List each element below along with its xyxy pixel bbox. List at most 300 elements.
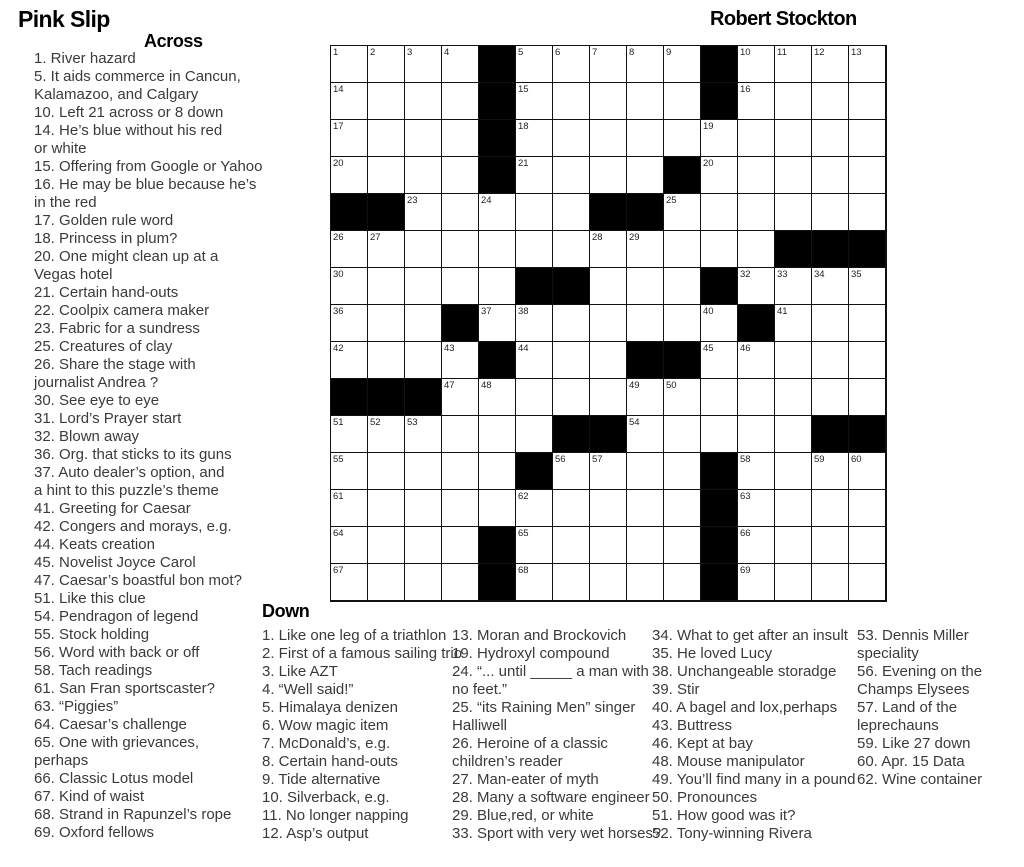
down-clue-line: 24. “... until _____ a man with xyxy=(452,663,649,680)
grid-cell[interactable] xyxy=(738,120,775,157)
down-clue-line: 10. Silverback, e.g. xyxy=(262,789,390,806)
grid-cell-black xyxy=(812,416,849,453)
grid-cell[interactable] xyxy=(405,231,442,268)
grid-cell[interactable] xyxy=(812,453,849,490)
grid-cell[interactable] xyxy=(812,157,849,194)
grid-cell[interactable] xyxy=(479,490,516,527)
cell-number: 64 xyxy=(333,528,344,539)
cell-number: 66 xyxy=(740,528,751,539)
grid-cell[interactable] xyxy=(590,527,627,564)
grid-cell-black xyxy=(479,157,516,194)
across-clue-line: 32. Blown away xyxy=(34,428,140,445)
across-clue-line: 30. See eye to eye xyxy=(34,392,160,409)
grid-cell[interactable] xyxy=(664,490,701,527)
grid-cell[interactable] xyxy=(516,120,553,157)
down-clue-line: 40. A bagel and lox,perhaps xyxy=(652,699,838,716)
grid-cell[interactable] xyxy=(590,268,627,305)
puzzle-title: Pink Slip xyxy=(18,6,110,32)
grid-cell-black xyxy=(442,305,479,342)
grid-cell[interactable] xyxy=(331,268,368,305)
grid-cell[interactable] xyxy=(590,46,627,83)
cell-number: 50 xyxy=(666,380,677,391)
across-clue-line: 25. Creatures of clay xyxy=(34,338,173,355)
grid-cell[interactable] xyxy=(479,416,516,453)
grid-cell[interactable] xyxy=(812,379,849,416)
grid-cell[interactable] xyxy=(516,342,553,379)
grid-cell[interactable] xyxy=(849,83,886,120)
cell-number: 18 xyxy=(518,121,529,132)
grid-cell[interactable] xyxy=(590,305,627,342)
grid-cell[interactable] xyxy=(516,83,553,120)
grid-cell[interactable] xyxy=(664,305,701,342)
grid-cell-black xyxy=(331,379,368,416)
grid-cell[interactable] xyxy=(849,268,886,305)
grid-cell[interactable] xyxy=(516,157,553,194)
across-header: Across xyxy=(144,31,203,51)
grid-cell[interactable] xyxy=(627,527,664,564)
grid-cell-black xyxy=(849,231,886,268)
down-clue-line: 26. Heroine of a classic xyxy=(452,735,608,752)
grid-cell[interactable] xyxy=(553,379,590,416)
grid-cell[interactable] xyxy=(442,120,479,157)
grid-cell[interactable] xyxy=(738,268,775,305)
grid-cell[interactable] xyxy=(627,416,664,453)
grid-cell[interactable] xyxy=(553,305,590,342)
grid-cell[interactable] xyxy=(738,416,775,453)
grid-cell-black xyxy=(738,305,775,342)
cell-number: 69 xyxy=(740,565,751,576)
grid-cell[interactable] xyxy=(405,527,442,564)
grid-cell[interactable] xyxy=(738,157,775,194)
grid-cell[interactable] xyxy=(812,46,849,83)
grid-cell[interactable] xyxy=(442,83,479,120)
grid-cell[interactable] xyxy=(701,194,738,231)
down-clue-line: 7. McDonald’s, e.g. xyxy=(262,735,391,752)
grid-cell[interactable] xyxy=(405,83,442,120)
across-clue-line: 15. Offering from Google or Yahoo xyxy=(34,158,263,175)
grid-cell[interactable] xyxy=(516,527,553,564)
grid-cell-black xyxy=(812,231,849,268)
cell-number: 42 xyxy=(333,343,344,354)
grid-cell[interactable] xyxy=(553,120,590,157)
grid-cell-black xyxy=(368,194,405,231)
grid-cell[interactable] xyxy=(627,453,664,490)
grid-cell[interactable] xyxy=(664,268,701,305)
grid-cell[interactable] xyxy=(664,379,701,416)
grid-cell[interactable] xyxy=(775,527,812,564)
grid-cell[interactable] xyxy=(405,268,442,305)
grid-cell[interactable] xyxy=(479,268,516,305)
grid-cell[interactable] xyxy=(775,268,812,305)
grid-cell[interactable] xyxy=(553,527,590,564)
grid-cell[interactable] xyxy=(775,46,812,83)
cell-number: 5 xyxy=(518,47,524,58)
cell-number: 2 xyxy=(370,47,376,58)
grid-cell[interactable] xyxy=(553,342,590,379)
grid-cell[interactable] xyxy=(405,490,442,527)
cell-number: 44 xyxy=(518,343,529,354)
cell-number: 49 xyxy=(629,380,640,391)
across-clue-line: 41. Greeting for Caesar xyxy=(34,500,191,517)
grid-cell[interactable] xyxy=(738,46,775,83)
across-clue-line: 21. Certain hand-outs xyxy=(34,284,179,301)
across-clue-line: 51. Like this clue xyxy=(34,590,146,607)
grid-cell[interactable] xyxy=(516,46,553,83)
down-clue-line: 51. How good was it? xyxy=(652,807,796,824)
grid-cell[interactable] xyxy=(553,194,590,231)
puzzle-author: Robert Stockton xyxy=(710,8,857,30)
grid-cell-black xyxy=(479,46,516,83)
grid-cell[interactable] xyxy=(368,83,405,120)
grid-cell-black xyxy=(516,453,553,490)
cell-number: 65 xyxy=(518,528,529,539)
cell-number: 59 xyxy=(814,454,825,465)
cell-number: 57 xyxy=(592,454,603,465)
grid-cell[interactable] xyxy=(627,564,664,601)
grid-cell[interactable] xyxy=(590,231,627,268)
cell-number: 3 xyxy=(407,47,413,58)
grid-cell[interactable] xyxy=(812,83,849,120)
across-clue-line: 5. It aids commerce in Cancun, xyxy=(34,68,241,85)
grid-cell[interactable] xyxy=(516,305,553,342)
grid-cell[interactable] xyxy=(812,305,849,342)
grid-cell[interactable] xyxy=(664,231,701,268)
grid-cell[interactable] xyxy=(331,305,368,342)
grid-cell[interactable] xyxy=(442,416,479,453)
across-clue-line: 1. River hazard xyxy=(34,50,136,67)
grid-cell[interactable] xyxy=(849,46,886,83)
cell-number: 25 xyxy=(666,195,677,206)
across-clue-line: 63. “Piggies” xyxy=(34,698,119,715)
grid-cell[interactable] xyxy=(590,453,627,490)
grid-cell[interactable] xyxy=(405,342,442,379)
grid-cell[interactable] xyxy=(442,46,479,83)
grid-cell[interactable] xyxy=(812,490,849,527)
grid-cell[interactable] xyxy=(368,416,405,453)
grid-cell[interactable] xyxy=(812,342,849,379)
grid-cell[interactable] xyxy=(405,120,442,157)
grid-cell[interactable] xyxy=(627,268,664,305)
grid-cell[interactable] xyxy=(590,564,627,601)
grid-cell[interactable] xyxy=(664,416,701,453)
grid-cell[interactable] xyxy=(479,379,516,416)
cell-number: 40 xyxy=(703,306,714,317)
grid-cell[interactable] xyxy=(775,305,812,342)
grid-cell[interactable] xyxy=(479,194,516,231)
down-clue-line: 1. Like one leg of a triathlon xyxy=(262,627,447,644)
down-clue-line: 53. Dennis Miller xyxy=(857,627,969,644)
across-clue-line: 66. Classic Lotus model xyxy=(34,770,194,787)
cell-number: 8 xyxy=(629,47,635,58)
cell-number: 23 xyxy=(407,195,418,206)
grid-cell[interactable] xyxy=(627,490,664,527)
grid-cell[interactable] xyxy=(590,157,627,194)
grid-cell[interactable] xyxy=(849,453,886,490)
grid-cell[interactable] xyxy=(738,527,775,564)
grid-cell[interactable] xyxy=(553,564,590,601)
grid-cell[interactable] xyxy=(664,453,701,490)
grid-cell[interactable] xyxy=(442,342,479,379)
grid-cell[interactable] xyxy=(553,231,590,268)
cell-number: 53 xyxy=(407,417,418,428)
grid-cell[interactable] xyxy=(368,305,405,342)
grid-cell[interactable] xyxy=(664,83,701,120)
grid-cell[interactable] xyxy=(553,490,590,527)
grid-cell[interactable] xyxy=(405,564,442,601)
cell-number: 63 xyxy=(740,491,751,502)
grid-cell[interactable] xyxy=(627,120,664,157)
grid-cell[interactable] xyxy=(590,83,627,120)
grid-cell[interactable] xyxy=(812,194,849,231)
grid-cell-black xyxy=(701,83,738,120)
down-clue-line: 33. Sport with very wet horses? xyxy=(452,825,662,842)
grid-cell[interactable] xyxy=(627,46,664,83)
grid-cell-black xyxy=(775,231,812,268)
across-clue-line: 18. Princess in plum? xyxy=(34,230,178,247)
across-clue-line: 69. Oxford fellows xyxy=(34,824,155,841)
cell-number: 41 xyxy=(777,306,788,317)
grid-cell[interactable] xyxy=(331,490,368,527)
cell-number: 60 xyxy=(851,454,862,465)
cell-number: 20 xyxy=(703,158,714,169)
grid-cell[interactable] xyxy=(627,305,664,342)
grid-cell[interactable] xyxy=(701,379,738,416)
grid-cell[interactable] xyxy=(331,120,368,157)
grid-cell-black xyxy=(553,416,590,453)
across-clue-line: 64. Caesar’s challenge xyxy=(34,716,187,733)
grid-cell[interactable] xyxy=(553,46,590,83)
cell-number: 46 xyxy=(740,343,751,354)
grid-cell[interactable] xyxy=(775,83,812,120)
grid-cell[interactable] xyxy=(849,157,886,194)
grid-cell[interactable] xyxy=(775,379,812,416)
grid-cell[interactable] xyxy=(775,564,812,601)
grid-cell[interactable] xyxy=(553,83,590,120)
grid-cell[interactable] xyxy=(442,231,479,268)
grid-cell[interactable] xyxy=(331,416,368,453)
grid-cell[interactable] xyxy=(590,342,627,379)
grid-cell[interactable] xyxy=(479,453,516,490)
grid-cell[interactable] xyxy=(590,120,627,157)
grid-cell[interactable] xyxy=(738,453,775,490)
grid-cell[interactable] xyxy=(368,120,405,157)
crossword-grid xyxy=(330,45,887,602)
grid-cell[interactable] xyxy=(849,342,886,379)
grid-cell[interactable] xyxy=(368,490,405,527)
grid-cell[interactable] xyxy=(701,305,738,342)
down-clue-line: 11. No longer napping xyxy=(262,807,409,824)
cell-number: 35 xyxy=(851,269,862,280)
cell-number: 58 xyxy=(740,454,751,465)
down-clue-line: 62. Wine container xyxy=(857,771,983,788)
grid-cell[interactable] xyxy=(812,268,849,305)
grid-cell[interactable] xyxy=(368,231,405,268)
grid-cell[interactable] xyxy=(442,157,479,194)
grid-cell[interactable] xyxy=(849,490,886,527)
down-clue-line: 13. Moran and Brockovich xyxy=(452,627,627,644)
grid-cell[interactable] xyxy=(738,83,775,120)
grid-cell[interactable] xyxy=(590,490,627,527)
down-clue-line: 28. Many a software engineer xyxy=(452,789,650,806)
grid-cell[interactable] xyxy=(331,342,368,379)
across-clue-line: 42. Congers and morays, e.g. xyxy=(34,518,232,535)
grid-cell[interactable] xyxy=(738,342,775,379)
grid-cell[interactable] xyxy=(368,453,405,490)
grid-cell[interactable] xyxy=(516,416,553,453)
down-clue-line: 59. Like 27 down xyxy=(857,735,971,752)
grid-cell[interactable] xyxy=(405,157,442,194)
grid-cell-black xyxy=(627,342,664,379)
cell-number: 67 xyxy=(333,565,344,576)
across-clue-line: Kalamazoo, and Calgary xyxy=(34,86,199,103)
grid-cell[interactable] xyxy=(812,120,849,157)
across-clue-line: 31. Lord’s Prayer start xyxy=(34,410,182,427)
cell-number: 7 xyxy=(592,47,598,58)
grid-cell-black xyxy=(405,379,442,416)
grid-cell[interactable] xyxy=(849,527,886,564)
cell-number: 9 xyxy=(666,47,672,58)
grid-cell[interactable] xyxy=(331,527,368,564)
grid-cell[interactable] xyxy=(664,564,701,601)
cell-number: 15 xyxy=(518,84,529,95)
grid-cell[interactable] xyxy=(701,416,738,453)
grid-cell[interactable] xyxy=(701,120,738,157)
grid-cell[interactable] xyxy=(368,268,405,305)
grid-cell[interactable] xyxy=(516,231,553,268)
grid-cell[interactable] xyxy=(331,157,368,194)
grid-cell[interactable] xyxy=(775,194,812,231)
cell-number: 62 xyxy=(518,491,529,502)
grid-cell[interactable] xyxy=(738,490,775,527)
cell-number: 56 xyxy=(555,454,566,465)
grid-cell[interactable] xyxy=(738,379,775,416)
grid-cell[interactable] xyxy=(627,157,664,194)
grid-cell[interactable] xyxy=(627,231,664,268)
grid-cell[interactable] xyxy=(331,46,368,83)
grid-cell[interactable] xyxy=(775,157,812,194)
grid-cell[interactable] xyxy=(775,416,812,453)
down-clue-line: 6. Wow magic item xyxy=(262,717,389,734)
grid-cell-black xyxy=(553,268,590,305)
grid-cell[interactable] xyxy=(701,157,738,194)
grid-cell[interactable] xyxy=(405,305,442,342)
grid-cell[interactable] xyxy=(516,564,553,601)
grid-cell[interactable] xyxy=(516,194,553,231)
grid-cell[interactable] xyxy=(775,453,812,490)
grid-cell[interactable] xyxy=(553,157,590,194)
down-clue-column-1 xyxy=(262,627,462,843)
down-clue-line: no feet.” xyxy=(452,681,508,698)
cell-number: 1 xyxy=(333,47,339,58)
grid-cell-black xyxy=(627,194,664,231)
grid-cell[interactable] xyxy=(442,379,479,416)
grid-cell[interactable] xyxy=(664,120,701,157)
down-clue-line: 27. Man-eater of myth xyxy=(452,771,599,788)
down-clue-line: 4. “Well said!” xyxy=(262,681,354,698)
across-clue-line: 54. Pendragon of legend xyxy=(34,608,199,625)
grid-cell-black xyxy=(516,268,553,305)
grid-cell[interactable] xyxy=(368,342,405,379)
grid-cell-black xyxy=(590,416,627,453)
grid-cell[interactable] xyxy=(442,490,479,527)
grid-cell[interactable] xyxy=(664,527,701,564)
down-clue-line: 43. Buttress xyxy=(652,717,733,734)
grid-cell[interactable] xyxy=(368,527,405,564)
cell-number: 12 xyxy=(814,47,825,58)
grid-cell[interactable] xyxy=(331,83,368,120)
grid-cell[interactable] xyxy=(331,231,368,268)
down-clue-line: 25. “its Raining Men” singer xyxy=(452,699,636,716)
grid-cell[interactable] xyxy=(331,564,368,601)
grid-cell[interactable] xyxy=(849,564,886,601)
grid-cell[interactable] xyxy=(442,453,479,490)
grid-cell[interactable] xyxy=(442,564,479,601)
cell-number: 47 xyxy=(444,380,455,391)
grid-cell[interactable] xyxy=(479,231,516,268)
grid-cell[interactable] xyxy=(627,83,664,120)
grid-cell-black xyxy=(701,268,738,305)
grid-cell[interactable] xyxy=(331,453,368,490)
cell-number: 19 xyxy=(703,121,714,132)
grid-cell-black xyxy=(701,564,738,601)
across-clue-line: perhaps xyxy=(34,752,89,769)
grid-cell[interactable] xyxy=(664,46,701,83)
grid-cell[interactable] xyxy=(849,194,886,231)
across-clue-line: or white xyxy=(34,140,87,157)
grid-cell[interactable] xyxy=(516,490,553,527)
grid-cell[interactable] xyxy=(627,379,664,416)
grid-cell[interactable] xyxy=(812,564,849,601)
grid-cell[interactable] xyxy=(738,194,775,231)
grid-cell[interactable] xyxy=(368,46,405,83)
grid-cell[interactable] xyxy=(442,527,479,564)
grid-cell[interactable] xyxy=(701,231,738,268)
grid-cell-black xyxy=(664,157,701,194)
grid-cell[interactable] xyxy=(590,379,627,416)
grid-cell[interactable] xyxy=(479,305,516,342)
grid-cell[interactable] xyxy=(738,564,775,601)
grid-cell[interactable] xyxy=(405,416,442,453)
across-clue-line: 47. Caesar’s boastful bon mot? xyxy=(34,572,242,589)
grid-cell[interactable] xyxy=(849,305,886,342)
grid-cell[interactable] xyxy=(849,120,886,157)
across-clue-line: 10. Left 21 across or 8 down xyxy=(34,104,224,121)
grid-cell[interactable] xyxy=(664,194,701,231)
grid-cell[interactable] xyxy=(368,157,405,194)
grid-cell[interactable] xyxy=(405,194,442,231)
grid-cell[interactable] xyxy=(812,527,849,564)
grid-cell[interactable] xyxy=(405,453,442,490)
down-clue-line: 12. Asp’s output xyxy=(262,825,369,842)
grid-cell[interactable] xyxy=(775,342,812,379)
grid-cell[interactable] xyxy=(553,453,590,490)
grid-cell[interactable] xyxy=(442,268,479,305)
grid-cell[interactable] xyxy=(405,46,442,83)
grid-cell[interactable] xyxy=(849,379,886,416)
grid-cell[interactable] xyxy=(775,120,812,157)
grid-cell[interactable] xyxy=(775,490,812,527)
grid-cell[interactable] xyxy=(442,194,479,231)
cell-number: 38 xyxy=(518,306,529,317)
across-clue-line: 16. He may be blue because he’s xyxy=(34,176,257,193)
grid-cell[interactable] xyxy=(738,231,775,268)
grid-cell[interactable] xyxy=(516,379,553,416)
across-clue-line: 36. Org. that sticks to its guns xyxy=(34,446,232,463)
cell-number: 20 xyxy=(333,158,344,169)
grid-cell[interactable] xyxy=(701,342,738,379)
grid-cell[interactable] xyxy=(368,564,405,601)
cell-number: 28 xyxy=(592,232,603,243)
